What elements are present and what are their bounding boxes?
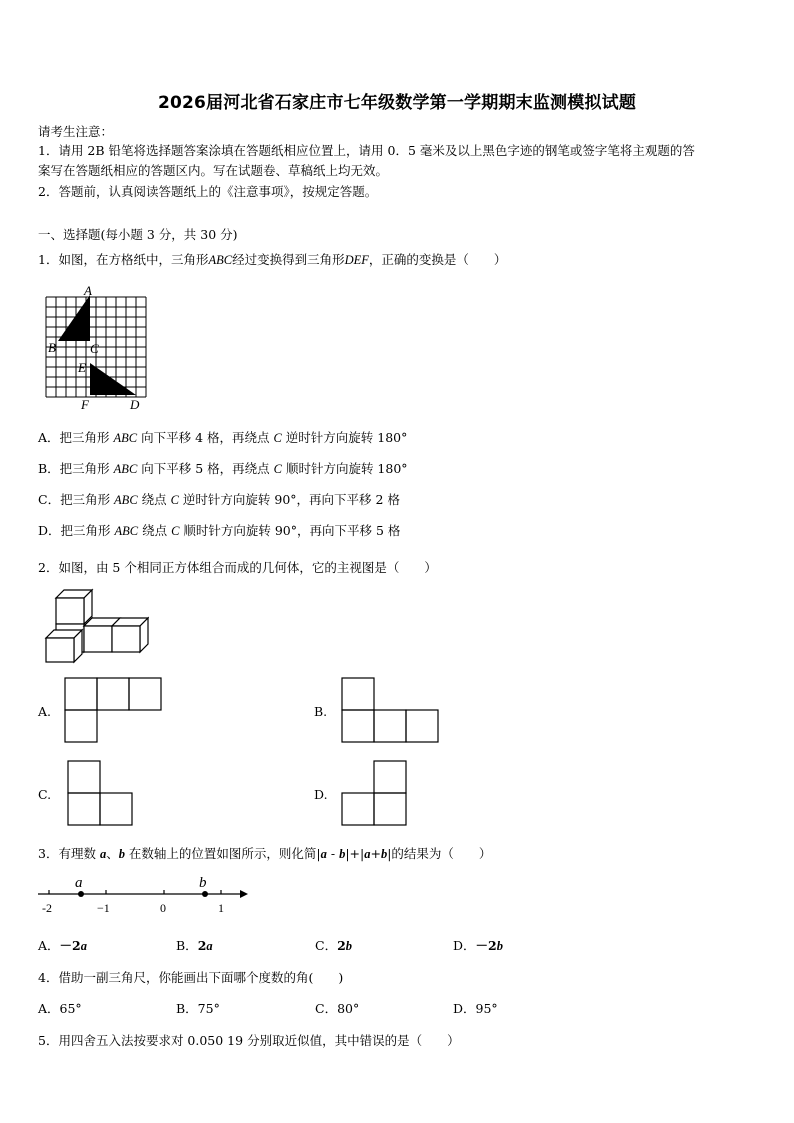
question-4-option-d[interactable]: D．95° <box>453 1001 498 1016</box>
question-4-option-b[interactable]: B．75° <box>176 1001 220 1016</box>
question-3-option-a[interactable]: A．－2a <box>38 938 87 953</box>
notice-heading: 请考生注意： <box>38 124 114 139</box>
section-heading: 一、选择题(每小题 3 分，共 30 分) <box>38 227 238 242</box>
question-2-option-a-figure[interactable] <box>64 677 164 743</box>
question-2-option-a-label[interactable]: A. <box>38 704 52 719</box>
question-1-option-d[interactable]: D．把三角形 ABC 绕点 C 顺时针方向旋转 90°，再向下平移 5 格 <box>38 523 401 538</box>
question-2-option-b-label[interactable]: B. <box>314 704 328 719</box>
triangle-def <box>90 363 136 395</box>
question-3-option-c[interactable]: C．2b <box>315 938 353 953</box>
question-3-number-line <box>34 872 254 916</box>
question-1-grid-figure <box>38 283 158 413</box>
question-5-stem: 5．用四舍五入法按要求对 0.050 19 分别取近似值，其中错误的是（ ） <box>38 1033 460 1048</box>
tick-label-neg1: −1 <box>97 901 110 915</box>
triangle-abc <box>58 295 90 341</box>
question-2-option-c-label[interactable]: C. <box>38 787 52 802</box>
label-d: D <box>130 397 140 412</box>
question-3-stem: 3．有理数 a、b 在数轴上的位置如图所示，则化简|a - b|+|a+b|的结果为（ ） <box>38 846 492 861</box>
question-2-option-d-label[interactable]: D. <box>314 787 328 802</box>
notice-item-2: 2．答题前，认真阅读答题纸上的《注意事项》，按规定答题。 <box>38 184 378 199</box>
label-a: A <box>84 283 92 298</box>
label-e: E <box>78 360 86 375</box>
question-3-option-d[interactable]: D．－2b <box>453 938 503 953</box>
point-b-label: b <box>199 875 207 891</box>
question-4-option-c[interactable]: C．80° <box>315 1001 360 1016</box>
axis-arrow <box>240 890 248 898</box>
question-1-stem: 1．如图，在方格纸中，三角形ABC经过变换得到三角形DEF，正确的变换是（ ） <box>38 252 507 267</box>
question-3-option-b[interactable]: B．2a <box>176 938 213 953</box>
page-title: 2026届河北省石家庄市七年级数学第一学期期末监测模拟试题 <box>157 93 637 113</box>
question-1-option-b[interactable]: B．把三角形 ABC 向下平移 5 格，再绕点 C 顺时针方向旋转 180° <box>38 461 408 476</box>
tick-label-0: 0 <box>160 901 166 915</box>
question-2-cubes-figure <box>44 588 149 666</box>
question-2-option-b-figure[interactable] <box>341 677 441 743</box>
question-2-stem: 2．如图，由 5 个相同正方体组合而成的几何体，它的主视图是（ ） <box>38 560 437 575</box>
question-2-option-d-figure[interactable] <box>341 760 411 826</box>
point-a-label: a <box>75 875 83 891</box>
notice-item-1-cont: 案写在答题纸相应的答题区内。写在试题卷、草稿纸上均无效。 <box>38 163 389 178</box>
question-1-option-c[interactable]: C．把三角形 ABC 绕点 C 逆时针方向旋转 90°，再向下平移 2 格 <box>38 492 400 507</box>
label-c: C <box>90 341 99 356</box>
question-2-option-c-figure[interactable] <box>67 760 137 826</box>
tick-label-neg2: -2 <box>42 901 52 915</box>
tick-label-1: 1 <box>218 901 224 915</box>
question-4-option-a[interactable]: A．65° <box>38 1001 82 1016</box>
point-b <box>202 891 208 897</box>
point-a <box>78 891 84 897</box>
label-b: B <box>48 340 56 355</box>
question-1-option-a[interactable]: A．把三角形 ABC 向下平移 4 格，再绕点 C 逆时针方向旋转 180° <box>38 430 408 445</box>
notice-item-1: 1．请用 2B 铅笔将选择题答案涂填在答题纸相应位置上，请用 0．5 毫米及以上黑色字迹的钢笔或签字笔将主观题的答 <box>38 143 695 158</box>
question-4-stem: 4．借助一副三角尺，你能画出下面哪个度数的角( ) <box>38 970 344 985</box>
label-f: F <box>81 397 89 412</box>
